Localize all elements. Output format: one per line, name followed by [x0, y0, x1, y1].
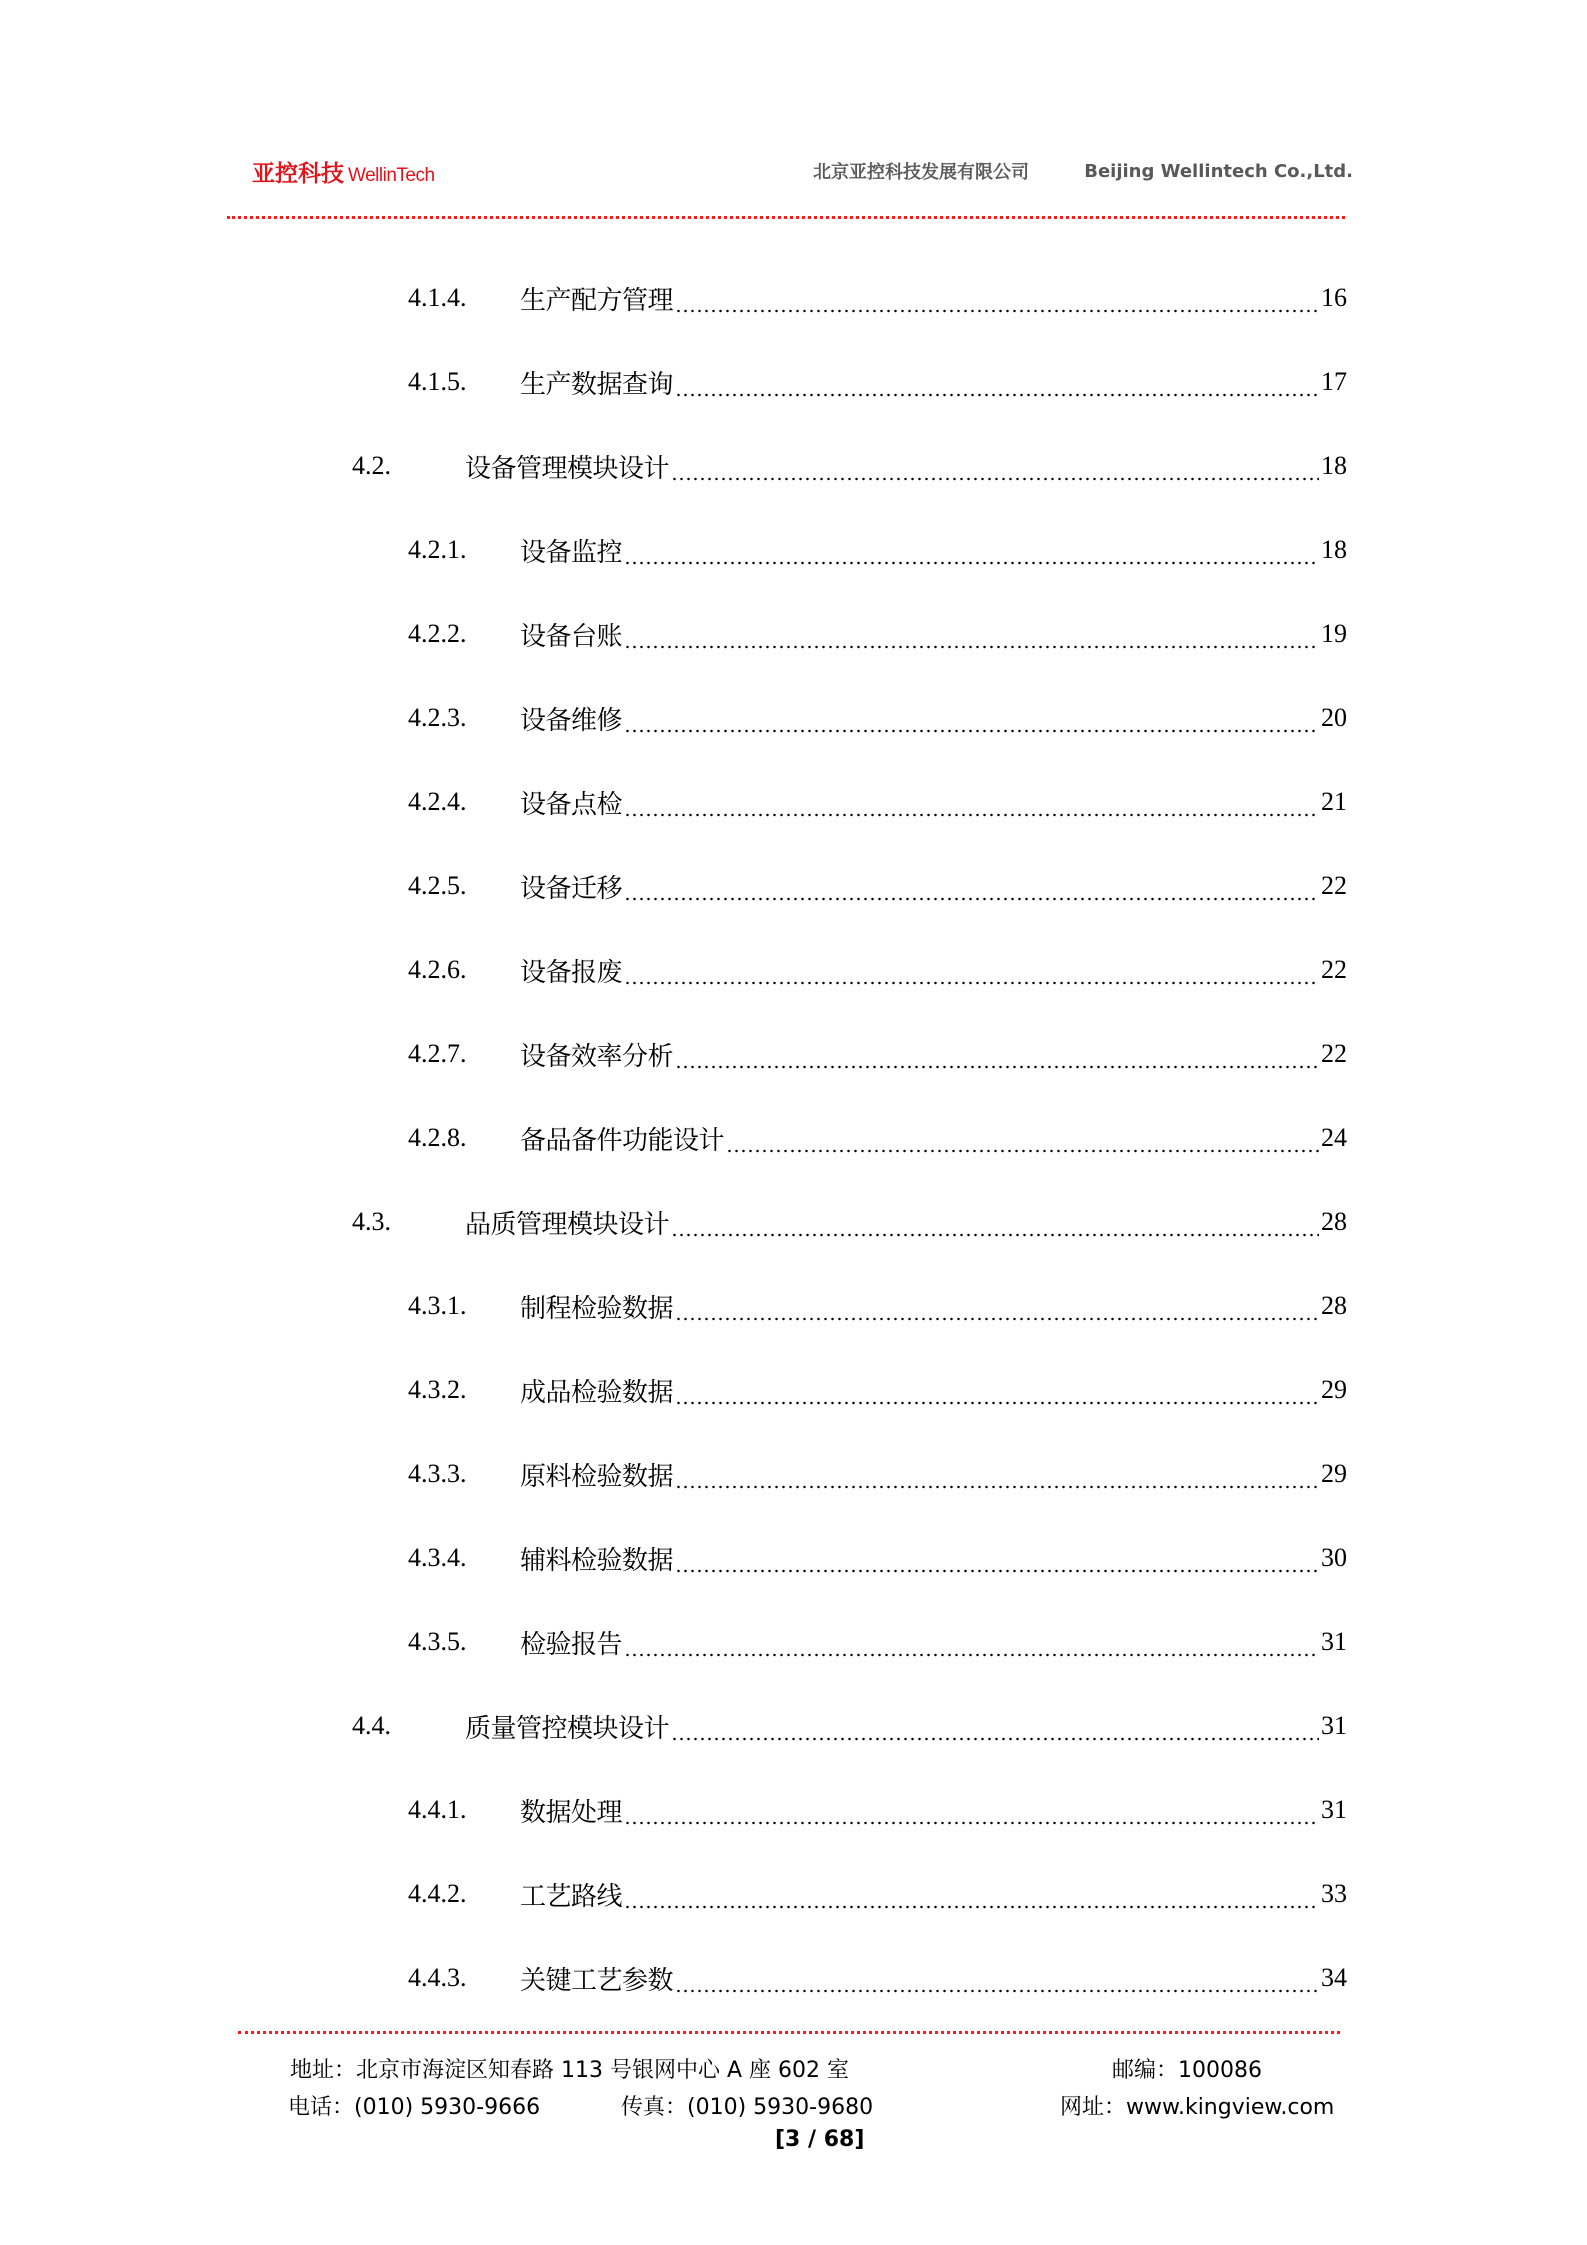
- toc-entry[interactable]: [408, 1790, 1347, 1830]
- toc-entry-page: 28: [1321, 1291, 1347, 1320]
- toc-entry[interactable]: [408, 950, 1347, 990]
- toc-entry-page: 21: [1321, 787, 1347, 816]
- dot-leader: [675, 372, 1319, 398]
- toc-entry-number: 4.2.7.: [408, 1039, 467, 1068]
- dot-leader: [675, 1464, 1319, 1490]
- toc-entry-number: 4.1.4.: [408, 283, 467, 312]
- toc-entry-number: 4.3.1.: [408, 1291, 467, 1320]
- toc-entry-title: 设备点检: [520, 789, 623, 820]
- company-name-en: Beijing Wellintech Co.,Ltd.: [1084, 160, 1353, 182]
- toc-entry-title: 原料检验数据: [520, 1461, 674, 1492]
- toc-entry-title: 辅料检验数据: [520, 1545, 674, 1576]
- dot-leader: [726, 1128, 1319, 1154]
- toc-entry[interactable]: [408, 866, 1347, 906]
- toc-entry-number: 4.3.4.: [408, 1543, 467, 1572]
- toc-entry[interactable]: [408, 1454, 1347, 1494]
- toc-entry-title: 关键工艺参数: [520, 1965, 674, 1996]
- toc-entry-title: 工艺路线: [520, 1881, 623, 1912]
- logo-chinese: 亚控科技: [252, 161, 344, 187]
- toc-entry-number: 4.2.: [352, 451, 391, 480]
- toc-entry-number: 4.2.4.: [408, 787, 467, 816]
- dot-leader: [675, 1296, 1319, 1322]
- header-company-name: [813, 158, 1353, 184]
- toc-entry[interactable]: [408, 698, 1347, 738]
- toc-entry-number: 4.4.: [352, 1711, 391, 1740]
- toc-entry-title: 设备维修: [520, 705, 623, 736]
- toc-entry-number: 4.3.3.: [408, 1459, 467, 1488]
- toc-entry[interactable]: [408, 1034, 1347, 1074]
- dot-leader: [624, 624, 1319, 650]
- toc-entry-page: 31: [1321, 1627, 1347, 1656]
- toc-entry-title: 设备台账: [520, 621, 623, 652]
- toc-entry-page: 33: [1321, 1879, 1347, 1908]
- header-divider: [227, 216, 1345, 219]
- toc-entry[interactable]: [352, 446, 1347, 486]
- dot-leader: [675, 1968, 1319, 1994]
- toc-entry-page: 34: [1321, 1963, 1347, 1992]
- toc-entry[interactable]: [408, 1370, 1347, 1410]
- toc-entry-page: 17: [1321, 367, 1347, 396]
- dot-leader: [624, 1884, 1319, 1910]
- toc-entry-number: 4.2.3.: [408, 703, 467, 732]
- dot-leader: [624, 876, 1319, 902]
- toc-entry-page: 19: [1321, 619, 1347, 648]
- toc-entry-page: 24: [1321, 1123, 1347, 1152]
- toc-entry-number: 4.4.1.: [408, 1795, 467, 1824]
- page-indicator: [3 / 68]: [775, 2127, 865, 2152]
- toc-entry[interactable]: [408, 1538, 1347, 1578]
- toc-entry-title: 设备迁移: [520, 873, 623, 904]
- toc-entry-page: 29: [1321, 1459, 1347, 1488]
- toc-entry-title: 生产数据查询: [520, 369, 674, 400]
- dot-leader: [624, 792, 1319, 818]
- toc-entry-title: 数据处理: [520, 1797, 623, 1828]
- toc-entry-number: 4.2.5.: [408, 871, 467, 900]
- dot-leader: [624, 1800, 1319, 1826]
- toc-entry-page: 22: [1321, 1039, 1347, 1068]
- toc-entry[interactable]: [408, 1118, 1347, 1158]
- toc-entry-page: 22: [1321, 871, 1347, 900]
- toc-entry-number: 4.4.2.: [408, 1879, 467, 1908]
- toc-entry-number: 4.3.2.: [408, 1375, 467, 1404]
- toc-entry-number: 4.3.: [352, 1207, 391, 1236]
- toc-entry-title: 设备管理模块设计: [465, 453, 670, 484]
- toc-entry-number: 4.2.2.: [408, 619, 467, 648]
- toc-entry-page: 31: [1321, 1711, 1347, 1740]
- dot-leader: [624, 708, 1319, 734]
- toc-entry-page: 29: [1321, 1375, 1347, 1404]
- dot-leader: [675, 1548, 1319, 1574]
- toc-entry-title: 制程检验数据: [520, 1293, 674, 1324]
- toc-entry-page: 18: [1321, 535, 1347, 564]
- toc-entry-title: 设备监控: [520, 537, 623, 568]
- toc-entry-page: 28: [1321, 1207, 1347, 1236]
- toc-entry-title: 质量管控模块设计: [465, 1713, 670, 1744]
- toc-entry-page: 22: [1321, 955, 1347, 984]
- toc-entry[interactable]: [408, 1874, 1347, 1914]
- toc-entry[interactable]: [408, 278, 1347, 318]
- toc-entry[interactable]: [408, 782, 1347, 822]
- toc-entry[interactable]: [408, 530, 1347, 570]
- toc-entry-page: 31: [1321, 1795, 1347, 1824]
- toc-entry-title: 检验报告: [520, 1629, 623, 1660]
- footer-address: 地址：北京市海淀区知春路 113 号银网中心 A 座 602 室: [290, 2058, 849, 2083]
- toc-entry[interactable]: [408, 1622, 1347, 1662]
- toc-entry-number: 4.2.6.: [408, 955, 467, 984]
- toc-entry-page: 18: [1321, 451, 1347, 480]
- toc-entry-page: 16: [1321, 283, 1347, 312]
- footer-phone: 电话：(010) 5930-9666: [288, 2095, 541, 2120]
- dot-leader: [671, 1212, 1319, 1238]
- dot-leader: [624, 1632, 1319, 1658]
- company-logo: [252, 155, 435, 185]
- toc-entry-title: 设备效率分析: [520, 1041, 674, 1072]
- toc-entry[interactable]: [352, 1706, 1347, 1746]
- toc-entry-number: 4.2.1.: [408, 535, 467, 564]
- toc-entry-number: 4.3.5.: [408, 1627, 467, 1656]
- footer-fax: 传真：(010) 5930-9680: [621, 2095, 874, 2120]
- toc-entry-title: 设备报废: [520, 957, 623, 988]
- toc-entry-title: 生产配方管理: [520, 285, 674, 316]
- toc-entry-title: 成品检验数据: [520, 1377, 674, 1408]
- toc-entry-number: 4.4.3.: [408, 1963, 467, 1992]
- toc-entry-title: 备品备件功能设计: [520, 1125, 725, 1156]
- dot-leader: [671, 1716, 1319, 1742]
- toc-entry-page: 20: [1321, 703, 1347, 732]
- toc-entry[interactable]: [408, 362, 1347, 402]
- dot-leader: [675, 288, 1319, 314]
- toc-entry-number: 4.2.8.: [408, 1123, 467, 1152]
- footer-zip: 邮编：100086: [1112, 2058, 1262, 2083]
- dot-leader: [675, 1380, 1319, 1406]
- footer-divider: [238, 2031, 1340, 2034]
- toc-entry-number: 4.1.5.: [408, 367, 467, 396]
- toc-entry[interactable]: [408, 1958, 1347, 1998]
- dot-leader: [624, 540, 1319, 566]
- toc-entry-title: 品质管理模块设计: [465, 1209, 670, 1240]
- dot-leader: [671, 456, 1319, 482]
- toc-entry[interactable]: [352, 1202, 1347, 1242]
- company-name-cn: 北京亚控科技发展有限公司: [813, 162, 1029, 183]
- logo-english: WellinTech: [348, 165, 435, 186]
- dot-leader: [675, 1044, 1319, 1070]
- dot-leader: [624, 960, 1319, 986]
- toc-entry[interactable]: [408, 614, 1347, 654]
- toc-entry-page: 30: [1321, 1543, 1347, 1572]
- footer-website[interactable]: 网址：www.kingview.com: [1060, 2095, 1335, 2120]
- toc-entry[interactable]: [408, 1286, 1347, 1326]
